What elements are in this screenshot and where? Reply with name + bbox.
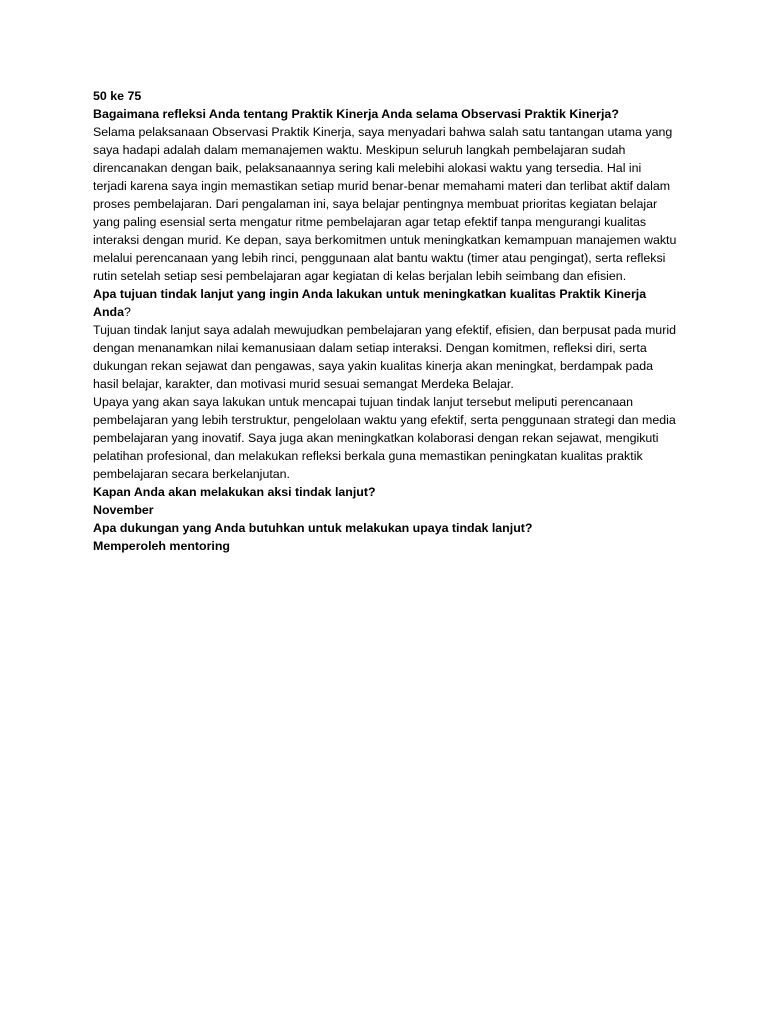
- answer-text: Memperoleh mentoring: [93, 539, 230, 553]
- answer-paragraph: Tujuan tindak lanjut saya adalah mewujudkan pembelajaran yang efektif, efisien, dan berpusat pada murid dengan menanamkan nilai kemanusiaan dalam setiap interaksi. Dengan komitmen, refleksi diri, serta dukungan rekan sejawat dan pengawas, saya yakin kualitas kinerja akan meningkat, berdampak pada hasil belajar, karakter, dan motivasi murid sesuai semangat Merdeka Belajar.: [93, 323, 676, 391]
- question-heading-text: Apa tujuan tindak lanjut yang ingin Anda lakukan untuk meningkatkan kualitas Praktik Kinerja Anda: [93, 287, 647, 319]
- question-heading: Apa dukungan yang Anda butuhkan untuk melakukan upaya tindak lanjut?: [93, 521, 533, 535]
- document-content: [93, 87, 678, 555]
- question-heading: [93, 285, 678, 321]
- answer-paragraph: Selama pelaksanaan Observasi Praktik Kinerja, saya menyadari bahwa salah satu tantangan utama yang saya hadapi adalah dalam memanajemen waktu. Meskipun seluruh langkah pembelajaran sudah direncanakan dengan baik, pelaksanaannya sering kali melebihi alokasi waktu yang tersedia. Hal ini terjadi karena saya ingin memastikan setiap murid benar-benar memahami materi dan terlibat aktif dalam proses pembelajaran. Dari pengalaman ini, saya belajar pentingnya membuat prioritas kegiatan belajar yang paling esensial serta mengatur ritme pembelajaran agar tetap efektif tanpa mengurangi kualitas interaksi dengan murid. Ke depan, saya berkomitmen untuk meningkatkan kemampuan manajemen waktu melalui perencanaan yang lebih rinci, penggunaan alat bantu waktu (timer atau pengingat), serta refleksi rutin setelah setiap sesi pembelajaran agar kegiatan di kelas berjalan lebih seimbang dan efisien.: [93, 125, 677, 283]
- question-heading: Kapan Anda akan melakukan aksi tindak lanjut?: [93, 485, 376, 499]
- question-counter: 50 ke 75: [93, 89, 142, 103]
- question-heading: Bagaimana refleksi Anda tentang Praktik Kinerja Anda selama Observasi Praktik Kinerja?: [93, 107, 619, 121]
- answer-paragraph: Upaya yang akan saya lakukan untuk mencapai tujuan tindak lanjut tersebut meliputi perencanaan pembelajaran yang lebih terstruktur, pengelolaan waktu yang efektif, serta penggunaan strategi dan media pembelajaran yang inovatif. Saya juga akan meningkatkan kolaborasi dengan rekan sejawat, mengikuti pelatihan profesional, dan melakukan refleksi berkala guna memastikan peningkatan kualitas praktik pembelajaran secara berkelanjutan.: [93, 395, 676, 481]
- answer-text: November: [93, 503, 154, 517]
- question-mark: ?: [123, 305, 131, 319]
